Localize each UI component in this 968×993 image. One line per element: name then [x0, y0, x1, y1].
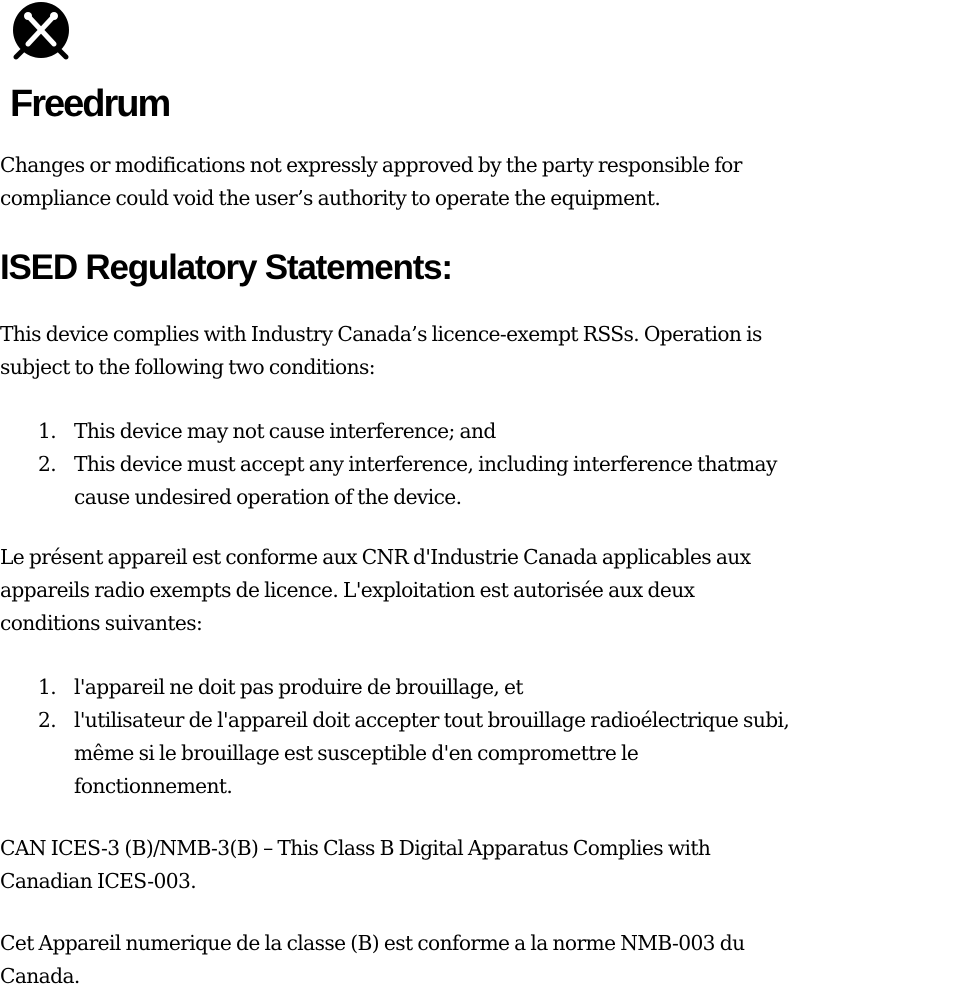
english-intro-line-1: This device complies with Industry Canada’s licence-exempt RSSs. Operation is — [0, 322, 762, 346]
ices-english-line-1: CAN ICES-3 (B)/NMB-3(B) – This Class B Digital Apparatus Complies with — [0, 836, 711, 860]
list-number: 1. — [38, 675, 57, 699]
ised-french-intro — [0, 541, 751, 640]
list-item — [0, 415, 777, 448]
list-text: cause undesired operation of the device. — [74, 485, 462, 509]
list-item — [0, 448, 777, 514]
ices-french-statement — [0, 927, 744, 993]
list-text: l'appareil ne doit pas produire de brouillage, et — [74, 675, 523, 699]
list-text: This device must accept any interference, including interference thatmay — [74, 452, 777, 476]
warning-line-2: compliance could void the user’s authority to operate the equipment. — [0, 186, 661, 210]
crossed-drumsticks-icon — [10, 0, 74, 62]
french-conditions-list — [0, 671, 789, 803]
list-text: This device may not cause interference; and — [74, 419, 496, 443]
list-text: fonctionnement. — [74, 774, 233, 798]
ices-english-line-2: Canadian ICES-003. — [0, 869, 197, 893]
list-number: 2. — [38, 452, 57, 476]
list-item — [0, 704, 789, 803]
list-number: 2. — [38, 708, 57, 732]
freedrum-logo — [10, 0, 74, 62]
ices-english-statement — [0, 832, 710, 898]
list-number: 1. — [38, 419, 57, 443]
ices-french-line-1: Cet Appareil numerique de la classe (B) est conforme a la norme NMB-003 du — [0, 931, 745, 955]
modification-warning — [0, 149, 742, 215]
french-intro-line-2: appareils radio exempts de licence. L'exploitation est autorisée aux deux — [0, 578, 695, 602]
brand-name: Freedrum — [10, 83, 170, 125]
list-text: l'utilisateur de l'appareil doit accepter tout brouillage radioélectrique subi, — [74, 708, 790, 732]
french-intro-line-1: Le présent appareil est conforme aux CNR d'Industrie Canada applicables aux — [0, 545, 751, 569]
french-intro-line-3: conditions suivantes: — [0, 611, 203, 635]
list-item — [0, 671, 789, 704]
ised-heading: ISED Regulatory Statements: — [0, 248, 452, 287]
english-conditions-list — [0, 415, 777, 514]
english-intro-line-2: subject to the following two conditions: — [0, 355, 375, 379]
list-text: même si le brouillage est susceptible d'en compromettre le — [74, 741, 639, 765]
ised-english-intro — [0, 318, 762, 384]
ices-french-line-2: Canada. — [0, 964, 80, 988]
warning-line-1: Changes or modifications not expressly approved by the party responsible for — [0, 153, 742, 177]
